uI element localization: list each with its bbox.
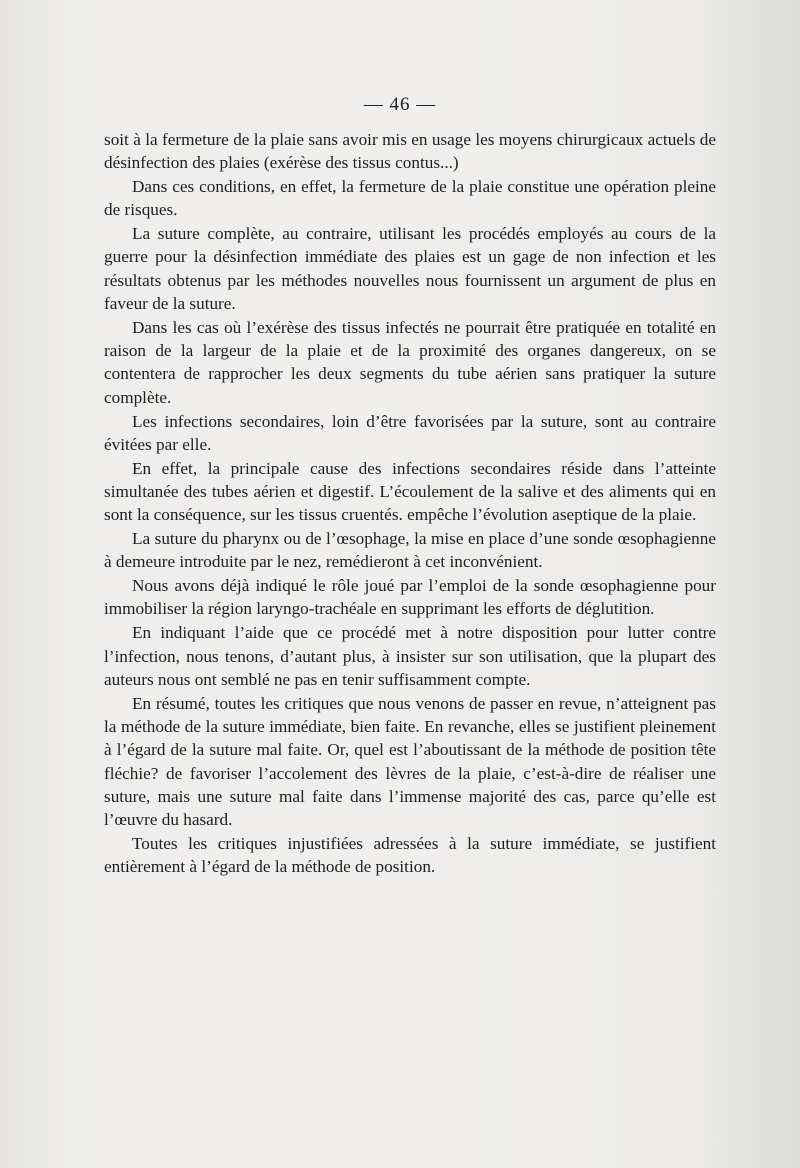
page-number: — 46 — [363, 94, 437, 115]
paragraph-11: Toutes les critiques injustifiées adressées à la suture immédiate, se justifient entièrement à l’égard de la méthode de position. [104, 833, 716, 877]
paragraph-9: En indiquant l’aide que ce procédé met à notre disposition pour lutter contre l’infection, nous tenons, d’autant plus, à insister sur son utilisation, que la plupart des auteurs nous ont semblé ne pas en tenir suffisamment compte. [104, 623, 716, 689]
paragraph-10: En résumé, toutes les critiques que nous venons de passer en revue, n’atteignent pas la méthode de la suture immédiate, bien faite. En revanche, elles se justifient pleinement à l’égard de la suture mal faite. Or, quel est l’aboutissant de la méthode de position tête fléchie? de favoriser l’accolement des lèvres de la plaie, c’est-à-dire de réaliser une suture, mais une suture mal faite dans l’immense majorité des cas, parce qu’elle est l’œuvre du hasard. [104, 693, 716, 830]
paragraph-2: Dans ces conditions, en effet, la fermeture de la plaie constitue une opération pleine de risques. [104, 177, 716, 220]
paragraph-3: La suture complète, au contraire, utilisant les procédés employés au cours de la guerre pour la désinfection immédiate des plaies est un gage de non infection et les résultats obtenus par les méthodes nouvelles nous fournissent un argument de plus en faveur de la suture. [104, 224, 716, 314]
paragraph-7: La suture du pharynx ou de l’œsophage, la mise en place d’une sonde œsophagienne à demeure introduite par le nez, remédieront à cet inconvénient. [104, 529, 716, 572]
paragraph-8: Nous avons déjà indiqué le rôle joué par l’emploi de la sonde œsophagienne pour immobiliser la région laryngo-trachéale en supprimant les efforts de déglutition. [104, 576, 716, 619]
paragraph-5: Les infections secondaires, loin d’être favorisées par la suture, sont au contraire évitées par elle. [104, 411, 716, 454]
body-text [104, 128, 716, 879]
paragraph-4: Dans les cas où l’exérèse des tissus infectés ne pourrait être pratiquée en totalité en raison de la largeur de la plaie et de la proximité des organes dangereux, on se contentera de rapprocher les deux segments du tube aérien sans pratiquer la suture complète. [104, 317, 716, 407]
paragraph-1: soit à la fermeture de la plaie sans avoir mis en usage les moyens chirurgicaux actuels de désinfection des plaies (exérèse des tissus contus...) [104, 130, 716, 173]
paragraph-6: En effet, la principale cause des infections secondaires réside dans l’atteinte simultanée des tubes aérien et digestif. L’écoulement de la salive et des aliments qui en sont la conséquence, sur les tissus cruentés. empêche l’évolution aseptique de la plaie. [104, 458, 716, 525]
